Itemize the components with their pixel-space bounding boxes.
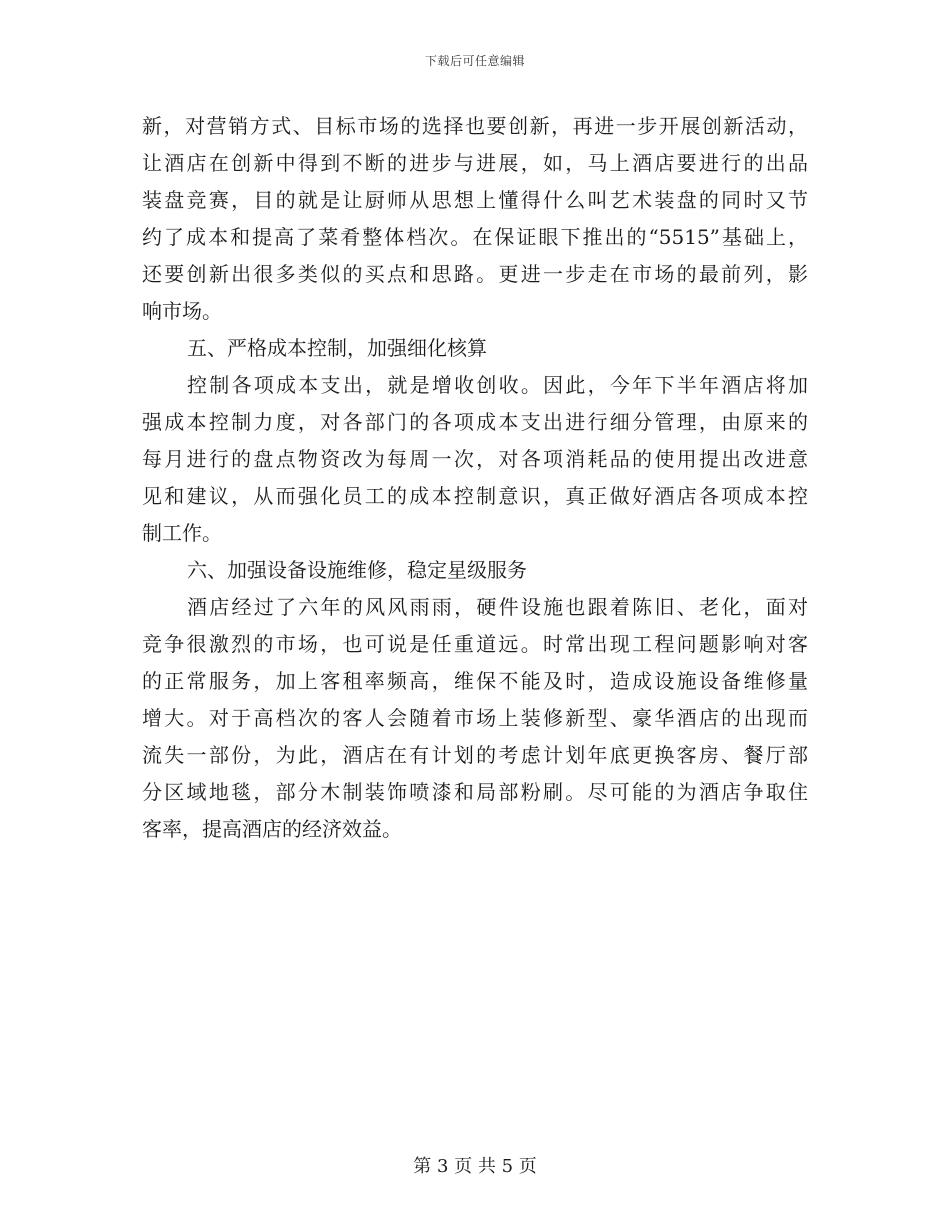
text-line: 还要创新出很多类似的买点和思路。更进一步走在市场的最前列，影 bbox=[142, 262, 808, 286]
page-number: 第 3 页 共 5 页 bbox=[413, 1156, 537, 1177]
section-heading-maintenance: 六、加强设备设施维修，稳定星级服务 bbox=[187, 558, 527, 582]
text-line: 响市场。 bbox=[142, 299, 222, 323]
text-line: 装盘竞赛，目的就是让厨师从思想上懂得什么叫艺术装盘的同时又节 bbox=[142, 188, 808, 212]
document-body bbox=[142, 108, 808, 848]
text-line: 控制各项成本支出，就是增收创收。因此，今年下半年酒店将加 bbox=[187, 373, 808, 397]
text-line: 增大。对于高档次的客人会随着市场上装修新型、豪华酒店的出现而 bbox=[142, 706, 808, 730]
text-line: 约了成本和提高了菜肴整体档次。在保证眼下推出的“5515”基础上， bbox=[142, 225, 808, 249]
paragraph-cost-control bbox=[142, 367, 808, 552]
text-line: 制工作。 bbox=[142, 521, 222, 545]
text-line: 酒店经过了六年的风风雨雨，硬件设施也跟着陈旧、老化，面对 bbox=[187, 595, 808, 619]
text-line: 强成本控制力度，对各部门的各项成本支出进行细分管理，由原来的 bbox=[142, 410, 808, 434]
page-header: 下载后可任意编辑 bbox=[424, 54, 525, 68]
text-line: 新，对营销方式、目标市场的选择也要创新，再进一步开展创新活动， bbox=[142, 114, 808, 138]
text-line: 流失一部份，为此，酒店在有计划的考虑计划年底更换客房、餐厅部 bbox=[142, 743, 808, 767]
text-line: 竞争很激烈的市场，也可说是任重道远。时常出现工程问题影响对客 bbox=[142, 632, 808, 656]
text-line: 见和建议，从而强化员工的成本控制意识，真正做好酒店各项成本控 bbox=[142, 484, 808, 508]
text-line: 每月进行的盘点物资改为每周一次，对各项消耗品的使用提出改进意 bbox=[142, 447, 808, 471]
paragraph-innovation bbox=[142, 108, 808, 330]
text-line: 的正常服务，加上客租率频高，维保不能及时，造成设施设备维修量 bbox=[142, 669, 808, 693]
text-line: 客率，提高酒店的经济效益。 bbox=[142, 817, 402, 841]
text-line: 让酒店在创新中得到不断的进步与进展，如，马上酒店要进行的出品 bbox=[142, 151, 808, 175]
text-line: 分区域地毯，部分木制装饰喷漆和局部粉刷。尽可能的为酒店争取住 bbox=[142, 780, 808, 804]
paragraph-maintenance bbox=[142, 589, 808, 848]
section-heading-cost-control: 五、严格成本控制，加强细化核算 bbox=[187, 336, 487, 360]
